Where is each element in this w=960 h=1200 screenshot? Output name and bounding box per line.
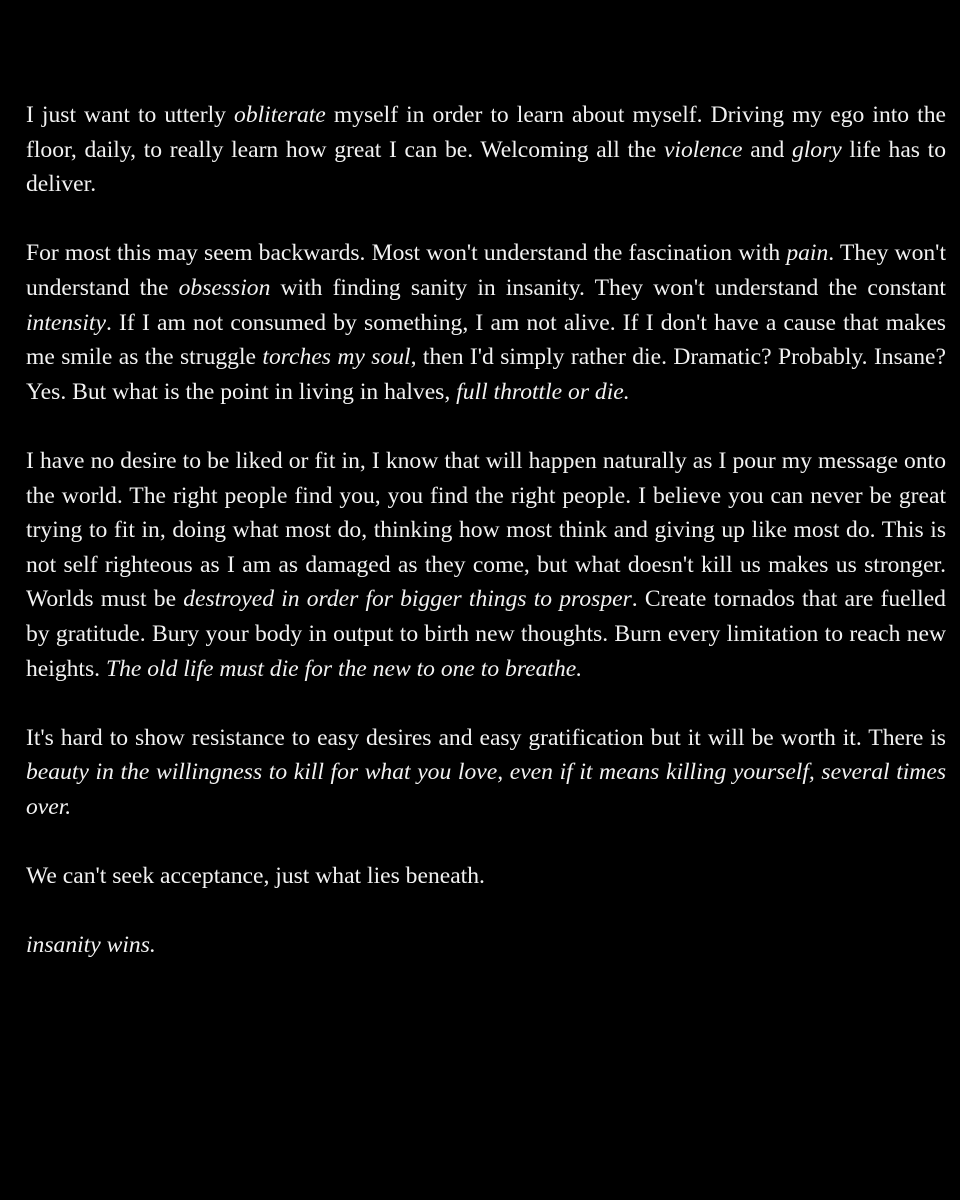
italic-run: obsession <box>178 274 271 301</box>
italic-run: obliterate <box>234 102 326 128</box>
text-run: We can't seek acceptance, just what lies beneath. <box>26 863 485 890</box>
text-run: For most this may seem backwards. Most won't understand the fascination with <box>26 240 787 267</box>
text-run: myself in order to learn about myself. Driving my ego into the floor, daily, to really learn how great I can be. Welcoming all the <box>26 102 946 163</box>
text-run: with finding sanity in insanity. They won't understand the constant <box>270 274 946 301</box>
text-run: It's hard to show resistance to easy desires and easy gratification but it will be worth it. There is <box>26 724 946 751</box>
text-run: . If I am not consumed by something, I am not alive. If I don't have a cause that makes me smile as the struggle <box>26 309 946 371</box>
paragraph-4 <box>26 721 946 825</box>
text-run: . They won't understand the <box>26 240 946 301</box>
text-run: . Create tornados that are fuelled by gratitude. Bury your body in output to birth new thoughts. Burn every limitation to reach new heights. <box>26 586 946 682</box>
text-page <box>26 98 946 997</box>
paragraph-3 <box>26 444 946 686</box>
text-run: and <box>742 136 792 163</box>
text-run: life has to deliver. <box>26 136 946 198</box>
italic-run: full throttle or die. <box>456 378 630 405</box>
italic-run: beauty in the willingness to kill for what you love, even if it means killing yourself, several times over. <box>26 759 946 820</box>
italic-run: torches my soul <box>262 344 411 371</box>
italic-run: violence <box>663 136 743 163</box>
italic-run: glory <box>791 136 842 163</box>
italic-run: pain <box>786 240 829 267</box>
paragraph-1 <box>26 98 946 202</box>
italic-run: insanity wins. <box>26 932 156 959</box>
text-run: , then I'd simply rather die. Dramatic? Probably. Insane? Yes. But what is the point in living in halves, <box>26 344 946 405</box>
paragraph-2 <box>26 236 946 409</box>
italic-run: intensity <box>26 309 106 336</box>
italic-run: The old life must die for the new to one to breathe. <box>105 655 583 682</box>
text-run: I have no desire to be liked or fit in, I know that will happen naturally as I pour my message onto the world. The right people find you, you find the right people. I believe you can never be great trying to fit in, doing what most do, thinking how most think and giving up like most do. This is not self righteous as I am as damaged as they come, but what doesn't kill us makes us stronger. Worlds must be <box>26 447 946 613</box>
italic-run: destroyed in order for bigger things to prosper <box>183 586 632 613</box>
text-run: I just want to utterly <box>26 102 235 128</box>
closing-line <box>26 928 946 963</box>
paragraph-5 <box>26 859 946 894</box>
